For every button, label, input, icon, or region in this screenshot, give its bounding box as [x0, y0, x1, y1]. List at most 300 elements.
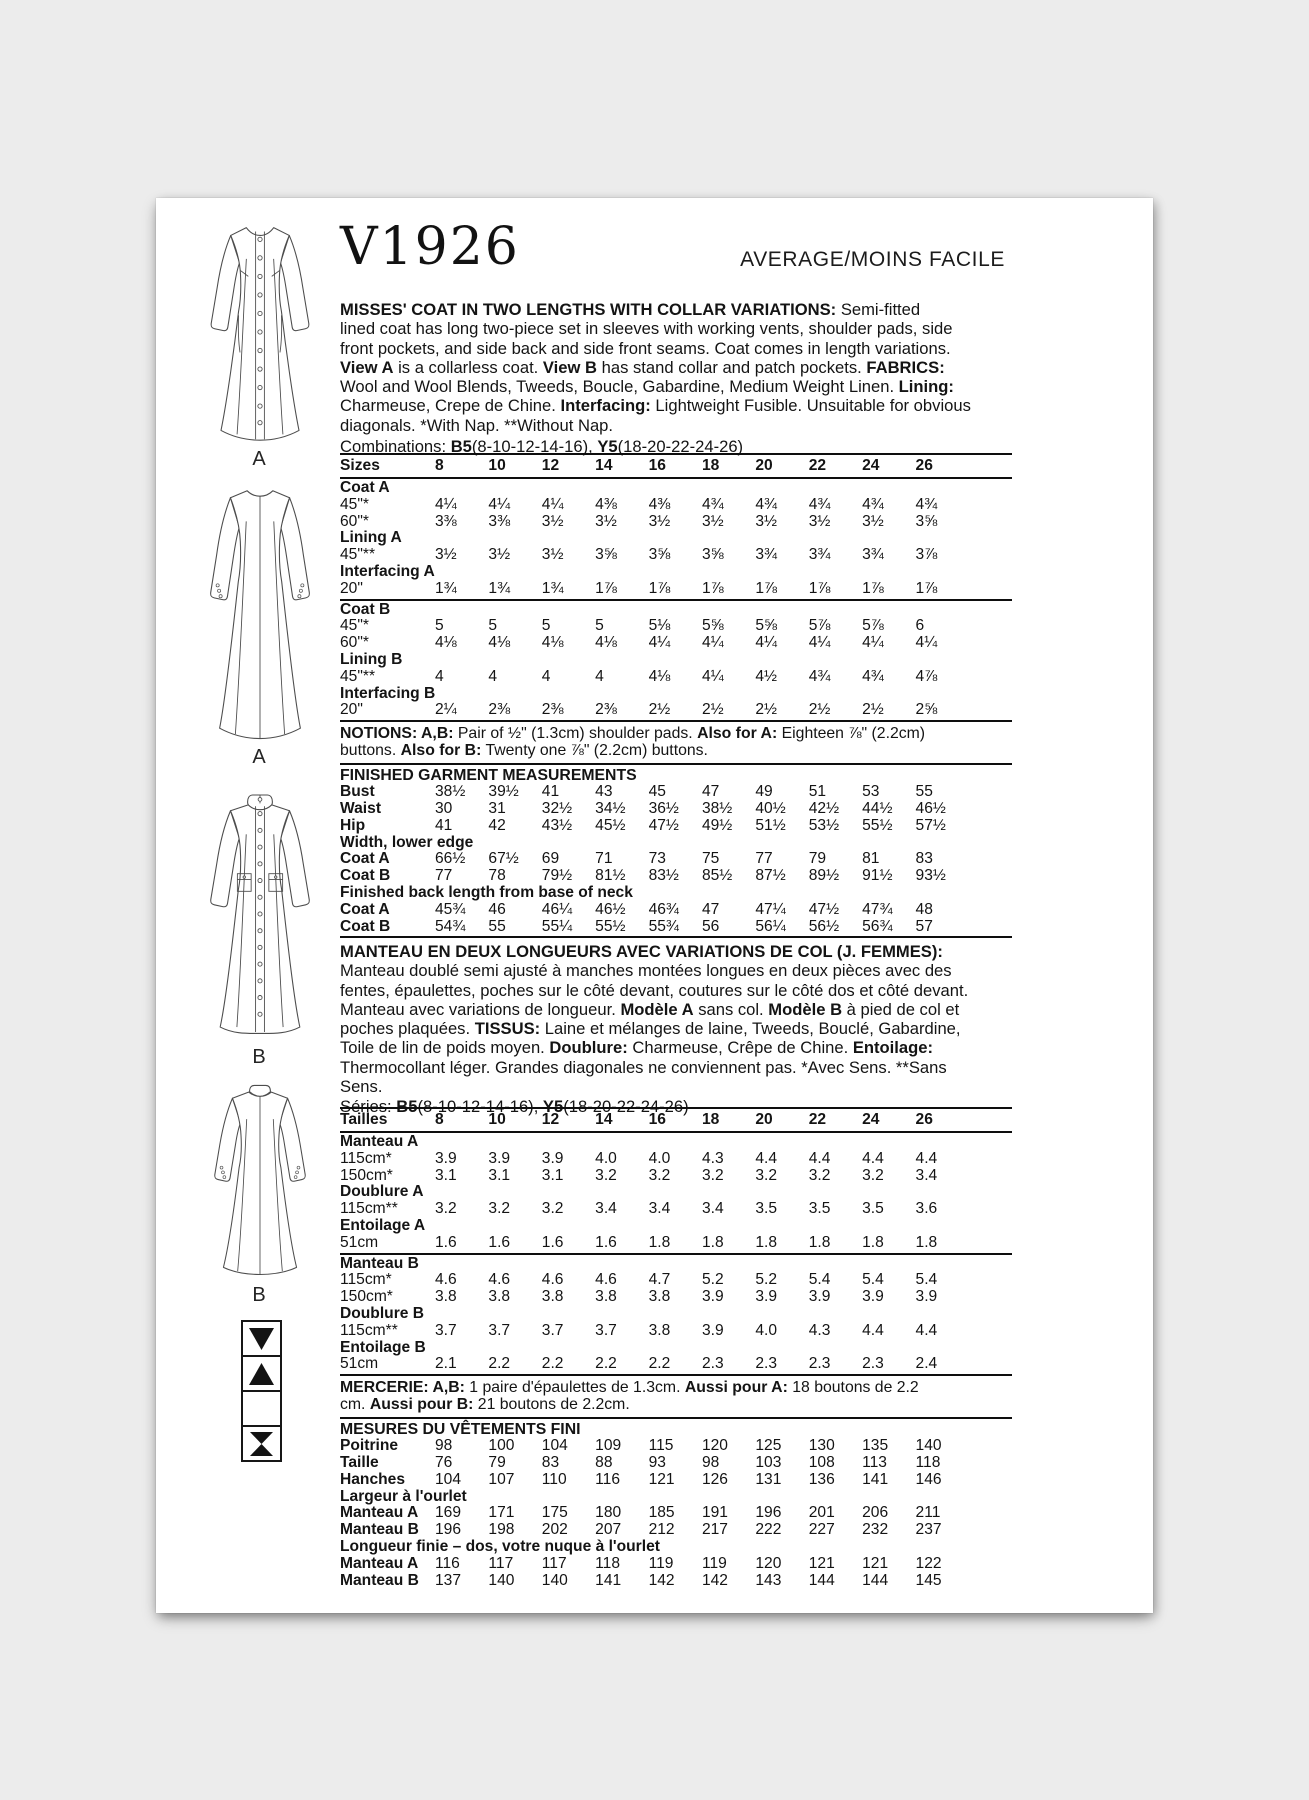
table-cell: 4¾	[755, 495, 778, 513]
table-cell: 38½	[701, 799, 733, 817]
table-cell: 4¼	[862, 634, 884, 652]
table-cell: 44½	[862, 799, 893, 817]
text-segment-bold: TISSUS:	[474, 1019, 541, 1039]
table-cell: 3.9	[701, 1288, 724, 1306]
view-label-b-back: B	[252, 1284, 266, 1306]
table-cell: 87½	[755, 867, 786, 885]
table-cell: 5⅞	[808, 617, 831, 635]
table-cell: 5.4	[862, 1271, 884, 1289]
table-cell: 1.6	[488, 1233, 511, 1251]
table-cell: 91½	[862, 867, 893, 885]
table-row	[340, 1168, 1012, 1185]
table-cell: 43	[595, 783, 613, 801]
table-cell: 3.9	[808, 1288, 831, 1306]
row-label: Entoilage A	[340, 1216, 426, 1234]
text-segment-bold: Lining:	[898, 377, 954, 397]
table-cell: 40½	[755, 799, 786, 817]
table-cell: 5⅛	[648, 617, 671, 635]
table-cell: 3.7	[488, 1321, 511, 1339]
coat-view-a-back-illustration	[197, 478, 323, 742]
table-row	[340, 784, 1012, 801]
text-segment: Manteau doublé semi ajusté à manches montées longues en deux pièces avec des	[340, 961, 952, 981]
row-label: Finished back length from base of neck	[340, 883, 633, 901]
table-cell: 83½	[648, 867, 679, 885]
coat-view-b-front-illustration	[201, 784, 319, 1042]
table-cell: 1⅞	[862, 579, 884, 597]
text-segment: Combinations:	[340, 437, 451, 456]
coat-view-b-back-illustration	[203, 1078, 317, 1280]
table-cell: 56½	[808, 917, 840, 935]
text-segment: fentes, épaulettes, poches sur le côté devant, coutures sur le côté dos et côté devant.	[340, 980, 969, 1000]
table-cell: 14	[595, 1111, 613, 1128]
table-row	[340, 1489, 1012, 1506]
text-line	[340, 1038, 1012, 1057]
table-row	[340, 652, 1012, 669]
table-cell: 4.4	[915, 1321, 938, 1339]
table-cell: 18	[701, 1111, 720, 1128]
row-label: Manteau A	[340, 1504, 419, 1522]
table-cell: 4	[595, 667, 604, 685]
table-cell: 73	[648, 850, 666, 868]
text-segment: Charmeuse, Crepe de Chine.	[340, 396, 561, 416]
row-label: 51cm	[340, 1355, 379, 1373]
table-cell: 3.7	[541, 1321, 564, 1339]
table-cell: 46½	[915, 799, 946, 817]
table-cell: 116	[435, 1554, 460, 1572]
table-cell: 3.2	[595, 1166, 617, 1184]
table-cell: 196	[755, 1504, 782, 1522]
table-cell: 3½	[541, 546, 564, 564]
table-cell: 117	[541, 1554, 567, 1572]
table-cell: 45	[648, 783, 666, 801]
table-cell: 45½	[595, 816, 626, 834]
table-row	[340, 635, 1012, 652]
table-cell: 206	[862, 1504, 889, 1522]
text-segment-bold: Y5	[597, 437, 618, 456]
table-cell: 8	[435, 1111, 444, 1128]
table-cell: 3.2	[755, 1166, 778, 1184]
table-cell: 3¾	[862, 546, 884, 564]
table-cell: 1⅞	[701, 579, 724, 597]
table-cell: 4.0	[595, 1149, 617, 1167]
table-cell: 2.3	[755, 1355, 778, 1373]
row-label: 20"	[340, 701, 363, 719]
text-segment: cm.	[340, 1396, 370, 1414]
table-cell: 31	[488, 799, 506, 817]
table-cell: 212	[648, 1521, 675, 1539]
table-row	[340, 564, 1012, 581]
table-cell: 4⅛	[595, 634, 617, 652]
table-row	[340, 1272, 1012, 1289]
text-segment: 1 paire d'épaulettes de 1.3cm.	[464, 1379, 685, 1396]
text-segment: Laine et mélanges de laine, Tweeds, Bouclé, Gabardine,	[540, 1019, 961, 1039]
table-cell: 1.8	[701, 1233, 724, 1251]
table-cell: 125	[755, 1437, 782, 1455]
table-cell: 20	[755, 1111, 773, 1128]
table-cell: 4¼	[808, 634, 831, 652]
table-cell: 24	[862, 1111, 880, 1128]
row-label: 45"*	[340, 495, 369, 513]
text-segment: front pockets, and side back and side front seams. Coat comes in length variations.	[340, 338, 951, 358]
text-segment-bold: Doublure:	[549, 1038, 628, 1058]
table-row	[340, 530, 1012, 547]
text-line	[340, 742, 1012, 759]
yardage-table-metric	[340, 1106, 1012, 1377]
table-cell: 2.3	[701, 1355, 724, 1373]
table-cell: 109	[595, 1437, 622, 1455]
table-row	[340, 851, 1012, 868]
table-cell: 83	[541, 1453, 560, 1471]
table-cell: 4	[488, 667, 498, 685]
table-rule	[340, 1107, 1012, 1109]
table-cell: 56¼	[755, 917, 786, 935]
table-cell: 126	[701, 1470, 728, 1488]
table-cell: 42	[488, 816, 506, 834]
table-cell: 227	[808, 1521, 835, 1539]
table-cell: 4¼	[701, 667, 724, 685]
table-cell: 3½	[648, 512, 671, 530]
row-label: 60"*	[340, 634, 369, 652]
table-cell: 1.8	[862, 1233, 884, 1251]
table-cell: 122	[915, 1554, 942, 1572]
table-cell: 135	[862, 1437, 889, 1455]
table-cell: 4¼	[701, 634, 724, 652]
table-cell: 3.1	[488, 1166, 511, 1184]
table-cell: 81	[862, 850, 880, 868]
row-label: Largeur à l'ourlet	[340, 1487, 467, 1505]
table-cell: 3.2	[488, 1200, 511, 1218]
row-label: 115cm**	[340, 1200, 398, 1218]
table-cell: 81½	[595, 867, 626, 885]
table-row	[340, 1235, 1012, 1252]
table-cell: 4⅛	[541, 634, 564, 652]
text-segment: (8-10-12-14-16),	[471, 437, 598, 456]
table-cell: 2¼	[435, 701, 457, 719]
table-cell: 3.9	[488, 1149, 511, 1167]
text-segment: buttons.	[340, 742, 401, 760]
table-cell: 10	[488, 457, 506, 474]
row-label: Hanches	[340, 1470, 406, 1488]
table-cell: 3½	[541, 512, 564, 530]
table-cell: 4	[541, 667, 551, 685]
table-cell: 3.2	[648, 1166, 671, 1184]
table-rule	[340, 1131, 1012, 1133]
row-label: Interfacing B	[340, 684, 436, 702]
table-cell: 5	[488, 617, 498, 635]
table-cell: 3.6	[915, 1200, 938, 1218]
pattern-envelope-back	[156, 198, 1153, 1613]
difficulty-label: AVERAGE/MOINS FACILE	[740, 248, 1005, 271]
table-cell: 2½	[648, 701, 671, 719]
table-cell: 198	[488, 1521, 515, 1539]
text-segment-bold: Y5	[542, 1097, 564, 1116]
text-segment: (8-10-12-14-16),	[417, 1097, 543, 1116]
table-cell: 4.4	[862, 1149, 884, 1167]
table-cell: 41	[435, 816, 453, 834]
table-cell: 24	[862, 457, 880, 474]
table-row	[340, 1573, 1012, 1590]
table-cell: 2½	[808, 701, 831, 719]
table-cell: 4⅛	[648, 667, 671, 685]
table-cell: 107	[488, 1470, 515, 1488]
table-cell: 3.4	[701, 1200, 724, 1218]
table-cell: 146	[915, 1470, 942, 1488]
table-cell: 121	[648, 1470, 675, 1488]
row-label: Manteau B	[340, 1571, 419, 1589]
row-label: Width, lower edge	[340, 833, 474, 851]
table-cell: 12	[541, 1111, 560, 1128]
table-row	[340, 1218, 1012, 1235]
table-cell: 30	[435, 799, 453, 817]
table-cell: 4¾	[808, 495, 831, 513]
table-cell: 45¾	[435, 900, 466, 918]
table-cell: 55½	[595, 917, 626, 935]
text-segment: Semi-fitted	[836, 300, 921, 319]
row-label: Coat B	[340, 600, 391, 618]
text-segment: Twenty one ⅞" (2.2cm) buttons.	[481, 742, 708, 760]
table-cell: 3.9	[915, 1288, 938, 1306]
table-cell: 175	[541, 1504, 568, 1522]
table-cell: 120	[701, 1437, 728, 1455]
table-row	[340, 1472, 1012, 1489]
table-cell: 8	[435, 457, 444, 474]
table-cell: 1.8	[808, 1233, 831, 1251]
text-segment-bold: Also for B:	[400, 742, 482, 760]
table-cell: 4½	[755, 667, 778, 685]
table-title: FINISHED GARMENT MEASUREMENTS	[340, 767, 637, 784]
table-cell: 2½	[862, 701, 884, 719]
text-line	[340, 319, 1012, 338]
text-segment: (18-20-22-24-26)	[617, 437, 744, 456]
table-cell: 46	[488, 900, 506, 918]
table-cell: 140	[915, 1437, 942, 1455]
table-cell: 136	[808, 1470, 835, 1488]
text-segment: is a collarless coat.	[393, 357, 543, 377]
table-cell: 14	[595, 457, 613, 474]
table-cell: 3.5	[808, 1200, 831, 1218]
table-cell: 3⅝	[595, 546, 617, 564]
text-segment: Sens.	[340, 1077, 383, 1097]
table-cell: 41	[541, 783, 560, 801]
table-cell: 98	[701, 1453, 720, 1471]
row-label: 150cm*	[340, 1288, 393, 1306]
table-cell: 118	[595, 1554, 621, 1572]
row-label: Manteau B	[340, 1254, 419, 1272]
text-segment: Séries:	[340, 1097, 397, 1116]
table-row	[340, 1256, 1012, 1273]
table-cell: 2½	[701, 701, 724, 719]
row-label: 115cm*	[340, 1271, 392, 1289]
table-cell: 4.6	[488, 1271, 511, 1289]
nap-symbol-triangle-up-icon	[241, 1355, 282, 1392]
table-cell: 110	[541, 1470, 567, 1488]
table-cell: 3.4	[595, 1200, 617, 1218]
table-cell: 103	[755, 1453, 782, 1471]
text-segment: sans col.	[693, 999, 769, 1019]
view-label-a-back: A	[252, 746, 266, 768]
table-cell: 144	[862, 1571, 889, 1589]
table-cell: 26	[915, 457, 933, 474]
row-label: 20"	[340, 579, 363, 597]
nap-symbol-triangle-down-icon	[241, 1320, 282, 1357]
table-row	[340, 547, 1012, 564]
table-cell: 51½	[755, 816, 786, 834]
table-cell: 3.7	[595, 1321, 617, 1339]
table-cell: 1.8	[915, 1233, 938, 1251]
table-cell: 2.2	[648, 1355, 671, 1373]
table-cell: 85½	[701, 867, 733, 885]
text-line	[340, 300, 1012, 319]
table-cell: 2⅜	[595, 701, 617, 719]
text-segment-bold: Modèle A	[620, 999, 694, 1019]
table-rule	[340, 477, 1012, 479]
yardage-table-imperial	[340, 452, 1012, 723]
coat-b-back-line-art	[203, 1078, 317, 1280]
table-cell: 1⅞	[808, 579, 831, 597]
table-cell: 22	[808, 457, 827, 474]
text-segment-bold: View A	[340, 357, 394, 377]
table-cell: 55¼	[541, 917, 573, 935]
text-segment-bold: NOTIONS: A,B:	[340, 725, 454, 742]
table-cell: 3.5	[755, 1200, 778, 1218]
table-cell: 180	[595, 1504, 622, 1522]
table-row	[340, 1539, 1012, 1556]
table-cell: 202	[541, 1521, 568, 1539]
row-label: 150cm*	[340, 1166, 393, 1184]
row-label: Hip	[340, 816, 366, 834]
text-segment: Charmeuse, Crêpe de Chine.	[627, 1038, 853, 1058]
table-cell: 3⅝	[648, 546, 671, 564]
row-label: Doublure A	[340, 1183, 424, 1201]
table-cell: 57½	[915, 816, 946, 834]
table-cell: 2⅜	[488, 701, 511, 719]
text-segment: Lightweight Fusible. Unsuitable for obvious	[650, 396, 971, 416]
table-row	[340, 868, 1012, 885]
table-row	[340, 1201, 1012, 1218]
text-segment: Pair of ½" (1.3cm) shoulder pads.	[453, 725, 698, 742]
text-segment-bold: MISSES' COAT IN TWO LENGTHS WITH COLLAR VARIATIONS:	[340, 300, 837, 319]
table-row	[340, 1505, 1012, 1522]
row-label: 115cm**	[340, 1321, 398, 1339]
row-label: Taille	[340, 1453, 379, 1471]
table-cell: 3.9	[541, 1149, 564, 1167]
table-cell: 121	[862, 1554, 889, 1572]
table-cell: 145	[915, 1571, 942, 1589]
table-cell: 4.3	[808, 1321, 831, 1339]
text-line	[340, 396, 1012, 415]
table-cell: 2½	[755, 701, 778, 719]
table-cell: 5.2	[701, 1271, 724, 1289]
text-segment-bold: FABRICS:	[866, 357, 945, 377]
table-cell: 5⅞	[862, 617, 884, 635]
table-row	[340, 702, 1012, 719]
table-cell: 130	[808, 1437, 835, 1455]
table-cell: 79	[808, 850, 827, 868]
table-cell: 207	[595, 1521, 622, 1539]
text-line	[340, 416, 1012, 435]
table-cell: 131	[755, 1470, 782, 1488]
row-label: Manteau A	[340, 1554, 419, 1572]
table-row	[340, 1438, 1012, 1455]
text-segment: (18-20-22-24-26)	[563, 1097, 689, 1116]
table-cell: 36½	[648, 799, 679, 817]
table-cell: 47¼	[755, 900, 786, 918]
table-cell: 5.4	[915, 1271, 938, 1289]
table-row	[340, 480, 1012, 497]
table-cell: 119	[701, 1554, 727, 1572]
text-segment: has stand collar and patch pockets.	[597, 357, 867, 377]
table-cell: 78	[488, 867, 506, 885]
table-cell: 16	[648, 1111, 666, 1128]
table-row	[340, 1323, 1012, 1340]
table-row	[340, 919, 1012, 936]
table-cell: 3⅝	[915, 512, 938, 530]
table-cell: 3⅜	[488, 512, 511, 530]
row-label: Waist	[340, 799, 382, 817]
table-cell: 3.5	[862, 1200, 884, 1218]
table-cell: 4⅜	[648, 495, 671, 513]
table-cell: 47	[701, 783, 720, 801]
text-line	[340, 1019, 1012, 1038]
row-label: Bust	[340, 783, 375, 801]
table-cell: 4⅜	[595, 495, 617, 513]
table-cell: 47½	[648, 816, 679, 834]
table-cell: 1⅞	[915, 579, 938, 597]
row-label: Coat B	[340, 867, 391, 885]
row-label: Tailles	[340, 1111, 388, 1128]
row-label: Longueur finie – dos, votre nuque à l'ourlet	[340, 1537, 660, 1555]
text-segment-bold: Also for A:	[697, 725, 778, 742]
table-header-row	[340, 456, 1012, 476]
row-label: Coat A	[340, 479, 390, 496]
table-row	[340, 835, 1012, 852]
table-cell: 1⅞	[755, 579, 778, 597]
table-cell: 47	[701, 900, 720, 918]
text-segment: lined coat has long two-piece set in sleeves with working vents, shoulder pads, side	[340, 319, 953, 339]
table-cell: 3¾	[808, 546, 831, 564]
table-cell: 2.3	[808, 1355, 831, 1373]
text-segment: diagonals. *With Nap. **Without Nap.	[340, 415, 614, 435]
text-segment-bold: Modèle B	[768, 999, 843, 1019]
text-line	[340, 1077, 1012, 1096]
row-label: 45"*	[340, 617, 369, 635]
text-line	[340, 1058, 1012, 1077]
table-cell: 49	[755, 783, 773, 801]
coat-b-front-line-art	[201, 784, 319, 1042]
table-cell: 3.9	[862, 1288, 884, 1306]
text-line	[340, 942, 1012, 961]
table-cell: 3⅝	[701, 546, 724, 564]
table-cell: 185	[648, 1504, 675, 1522]
table-cell: 222	[755, 1521, 782, 1539]
row-label: 45"**	[340, 667, 376, 685]
table-cell: 5.4	[808, 1271, 831, 1289]
table-cell: 4.6	[541, 1271, 564, 1289]
table-cell: 3.8	[648, 1321, 671, 1339]
table-cell: 4.6	[595, 1271, 617, 1289]
text-segment-bold: B5	[450, 437, 472, 456]
table-row	[340, 618, 1012, 635]
table-cell: 46¼	[541, 900, 573, 918]
table-cell: 46¾	[648, 900, 679, 918]
table-cell: 46½	[595, 900, 626, 918]
text-line	[340, 1396, 1012, 1413]
table-cell: 42½	[808, 799, 840, 817]
table-header-row	[340, 1110, 1012, 1130]
table-cell: 143	[755, 1571, 782, 1589]
row-label: Manteau A	[340, 1133, 419, 1150]
table-cell: 43½	[541, 816, 573, 834]
